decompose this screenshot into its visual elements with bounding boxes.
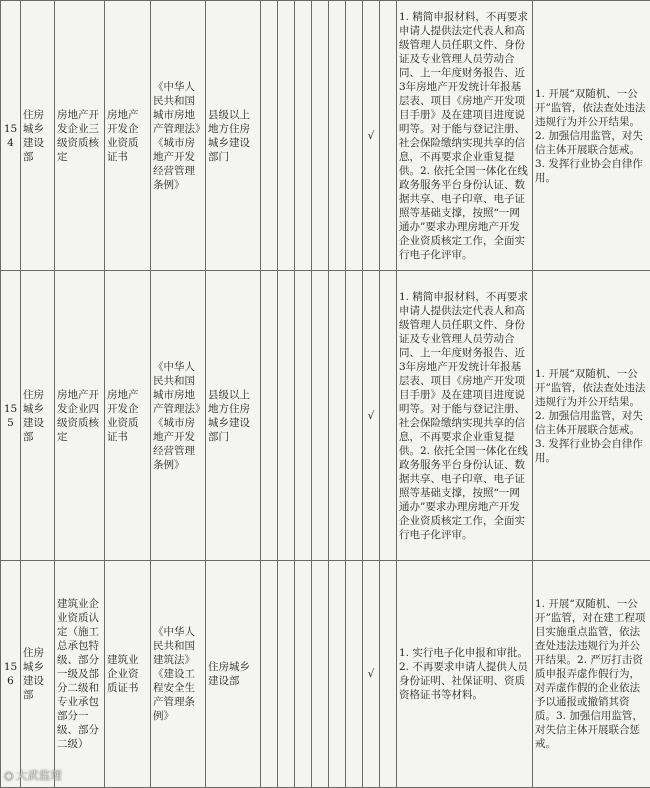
supervision-measures-cell: 1. 开展“双随机、一公开”监管，对在建工程项目实施重点监管，依法查处违法违规行为并公开结果。2. 严厉打击资质申报弄虚作假行为，对弄虚作假的企业依法予以通报或撤销其资质。3. 加强信用监管，对失信主体开展联合惩戒。 [533,561,650,788]
reform-mode-cell [261,1,278,271]
legal-basis-cell: 《中华人民共和国建筑法》《建设工程安全生产管理条例》 [151,561,206,788]
supervision-measures-cell: 1. 开展“双随机、一公开”监管，依法查处违法违规行为并公开结果。2. 加强信用监管，对失信主体开展联合惩戒。3. 发挥行业协会自律作用。 [533,1,650,271]
reform-mode-cell [380,271,397,561]
reform-mode-cell [278,1,295,271]
reform-measures-cell: 1. 实行电子化申报和审批。2. 不再要求申请人提供人员身份证明、社保证明、资质资格证书等材料。 [397,561,533,788]
table-row [1,271,650,561]
certificate-cell: 房地产开发企业资质证书 [105,271,151,561]
reform-mode-cell [380,561,397,788]
item-name-cell: 房地产开发企业三级资质核定 [55,1,105,271]
row-number: 154 [1,1,21,271]
table-row [1,561,650,788]
reform-mode-cell [295,271,312,561]
watermark [4,767,62,783]
supervision-measures-cell: 1. 开展“双随机、一公开”监管，依法查处违法违规行为并公开结果。2. 加强信用监管，对失信主体开展联合惩戒。3. 发挥行业协会自律作用。 [533,271,650,561]
reform-mode-cell [312,271,329,561]
table-row [1,1,650,271]
check-mark: √ [363,271,380,561]
certificate-cell: 房地产开发企业资质证书 [105,1,151,271]
reform-mode-cell [346,271,363,561]
reform-mode-cell [278,561,295,788]
row-number: 155 [1,271,21,561]
reform-mode-cell [278,271,295,561]
reform-mode-cell [346,561,363,788]
approval-level-cell: 县级以上地方住房城乡建设部门 [206,1,261,271]
watermark-text: 大武监理 [16,769,62,782]
reform-mode-cell [329,271,346,561]
row-number: 156 [1,561,21,788]
check-mark: √ [363,561,380,788]
watermark-icon: ◉ [4,769,14,782]
department-cell: 住房城乡建设部 [21,271,55,561]
reform-mode-cell [329,1,346,271]
department-cell: 住房城乡建设部 [21,561,55,788]
certificate-cell: 建筑业企业资质证书 [105,561,151,788]
reform-mode-cell [295,1,312,271]
reform-mode-cell [312,1,329,271]
legal-basis-cell: 《中华人民共和国城市房地产管理法》《城市房地产开发经营管理条例》 [151,271,206,561]
department-cell: 住房城乡建设部 [21,1,55,271]
check-mark: √ [363,1,380,271]
item-name-cell: 房地产开发企业四级资质核定 [55,271,105,561]
item-name-cell: 建筑业企业资质认定（施工总承包特级、部分一级及部分二级和专业承包部分一级、部分二级） [55,561,105,788]
reform-measures-cell: 1. 精简申报材料，不再要求申请人提供法定代表人和高级管理人员任职文件、身份证及专业管理人员劳动合同、上一年度财务报告、近3年房地产开发统计年报基层表、项目《房地产开发项目手册》及在建项目进度说明等。对于能与登记注册、社会保险缴纳实现共享的信息，不再要求企业重复提供。2. 依托全国一体化在线政务服务平台身份认证、数据共享、电子印章、电子证照等基础支撑，按照“一网通办”要求办理房地产开发企业资质核定工作，全面实行电子化评审。 [397,271,533,561]
reform-mode-cell [380,1,397,271]
approval-level-cell: 县级以上地方住房城乡建设部门 [206,271,261,561]
legal-basis-cell: 《中华人民共和国城市房地产管理法》《城市房地产开发经营管理条例》 [151,1,206,271]
reform-mode-cell [261,561,278,788]
reform-measures-cell: 1. 精简申报材料，不再要求申请人提供法定代表人和高级管理人员任职文件、身份证及专业管理人员劳动合同、上一年度财务报告、近3年房地产开发统计年报基层表、项目《房地产开发项目手册》及在建项目进度说明等。对于能与登记注册、社会保险缴纳实现共享的信息，不再要求企业重复提供。2. 依托全国一体化在线政务服务平台身份认证、数据共享、电子印章、电子证照等基础支撑，按照“一网通办”要求办理房地产开发企业资质核定工作，全面实行电子化评审。 [397,1,533,271]
reform-mode-cell [261,271,278,561]
reform-mode-cell [346,1,363,271]
approval-level-cell: 住房城乡建设部 [206,561,261,788]
reform-mode-cell [312,561,329,788]
reform-mode-cell [329,561,346,788]
reform-mode-cell [295,561,312,788]
